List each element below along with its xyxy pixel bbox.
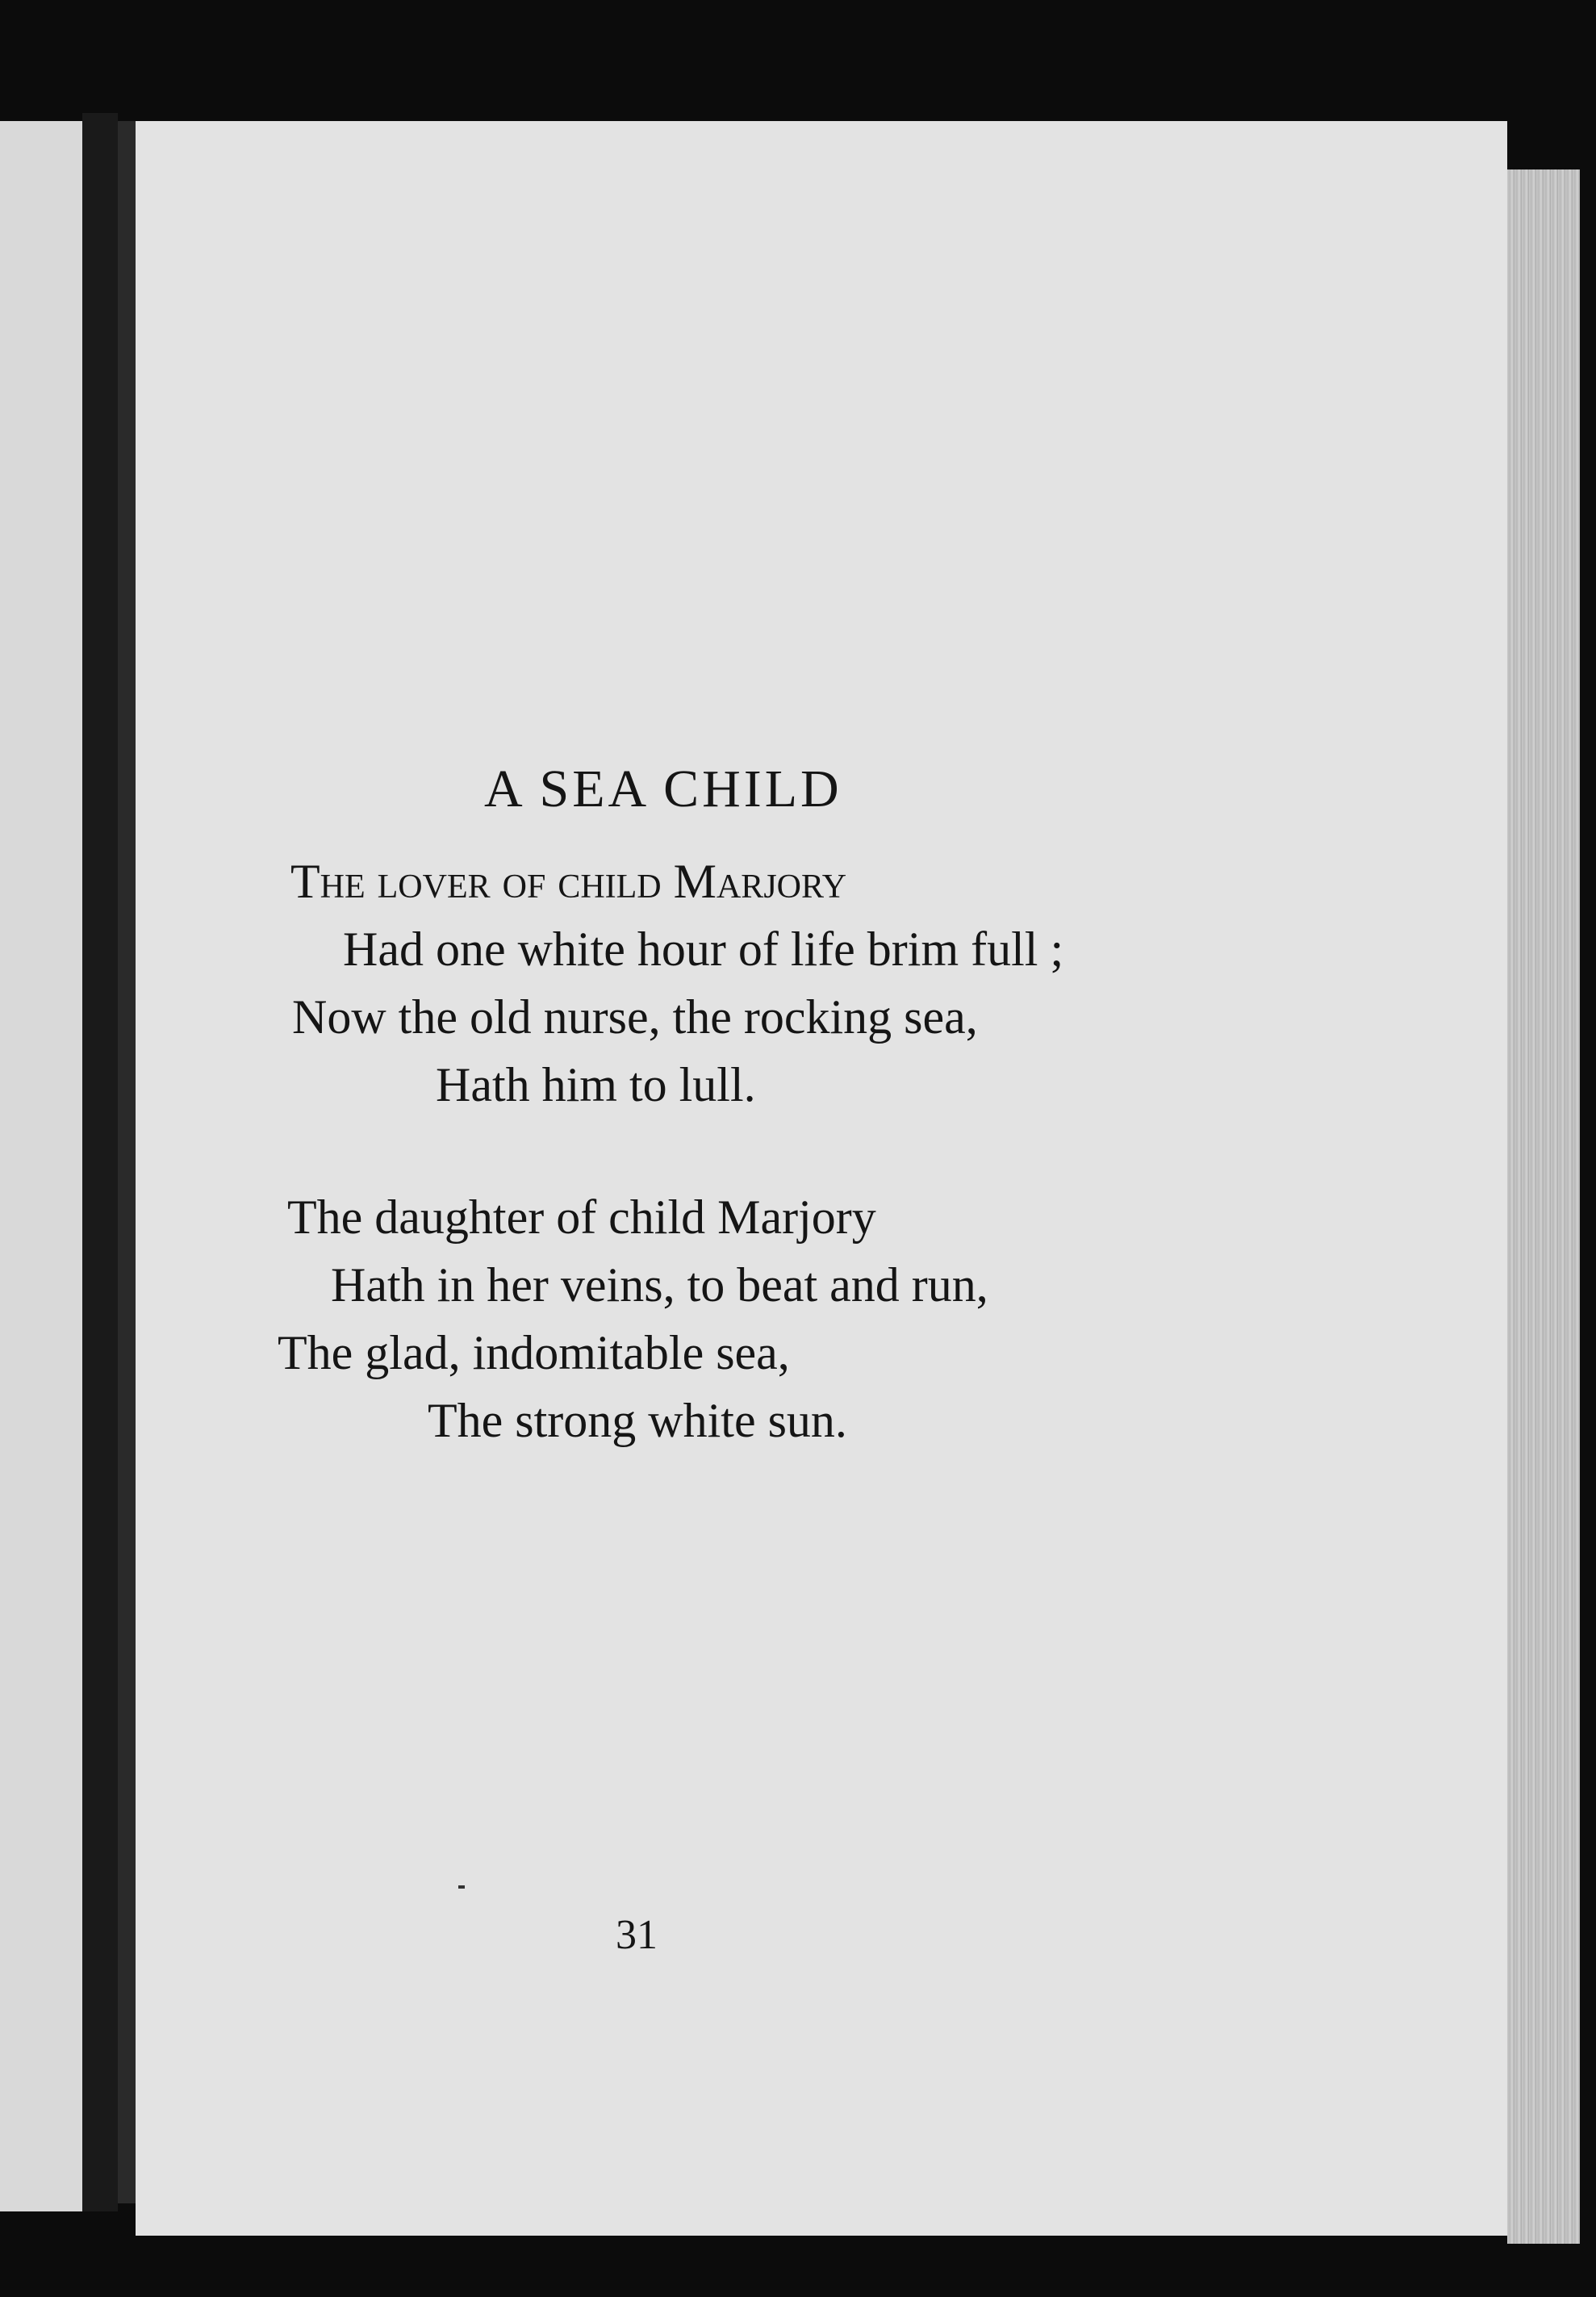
poem-line: The daughter of child Marjory — [287, 1190, 876, 1244]
page-number: 31 — [616, 1912, 658, 1958]
poem-line: The lover of child Marjory — [290, 855, 847, 908]
book-gutter — [118, 121, 136, 2203]
book-spine — [82, 113, 118, 2211]
page-edges — [1507, 169, 1580, 2244]
print-speck — [458, 1885, 465, 1889]
facing-page — [0, 121, 82, 2211]
poem-title: A SEA CHILD — [484, 759, 842, 818]
poem-line: Hath him to lull. — [436, 1058, 756, 1111]
stanza — [274, 1183, 1323, 1454]
poem-line: Hath in her veins, to beat and run, — [331, 1258, 988, 1312]
stanza — [274, 847, 1323, 1119]
poem-body — [274, 847, 1323, 1519]
poem-line: The glad, indomitable sea, — [278, 1326, 790, 1379]
poem-line: The strong white sun. — [428, 1394, 847, 1447]
poem-line: Now the old nurse, the rocking sea, — [292, 990, 978, 1044]
poem-line: Had one white hour of life brim full ; — [343, 923, 1064, 976]
